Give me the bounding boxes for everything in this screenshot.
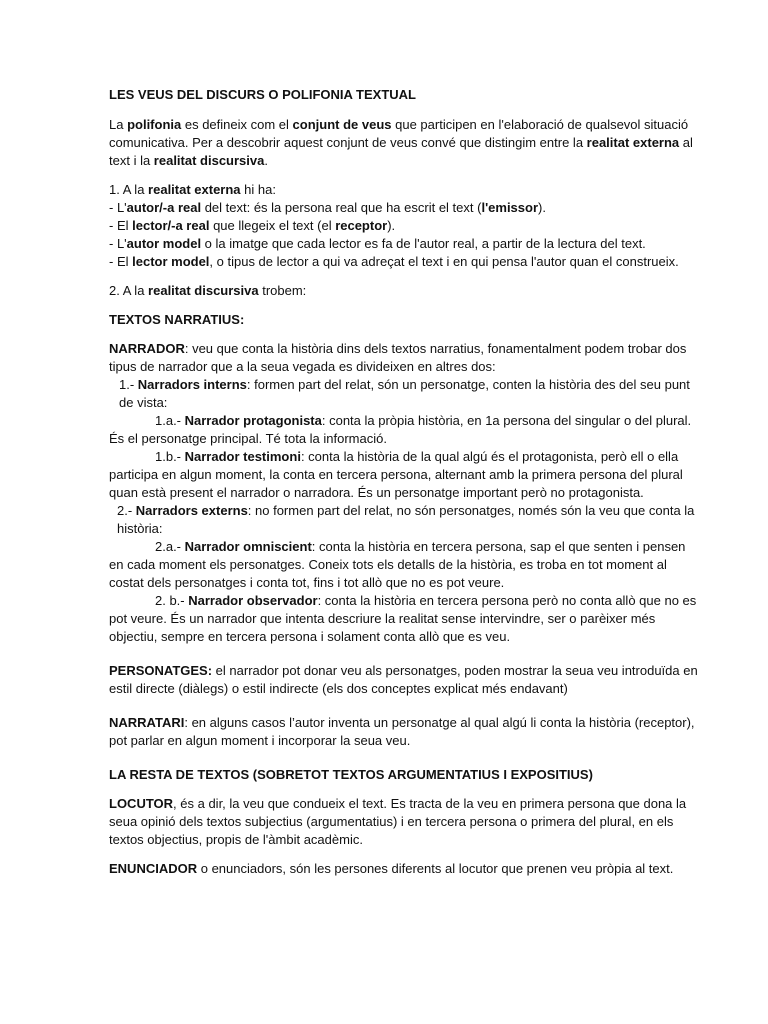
section-heading-textos-narratius: TEXTOS NARRATIUS: xyxy=(109,312,245,327)
text: , o tipus de lector a qui va adreçat el text i en qui pensa l'autor quan el construeix. xyxy=(209,254,679,269)
intro-paragraph xyxy=(109,116,698,170)
text: o la imatge que cada lector es fa de l'autor real, a partir de la lectura del text. xyxy=(201,236,646,251)
section-heading-resta-de-textos: LA RESTA DE TEXTOS (SOBRETOT TEXTOS ARGUMENTATIUS I EXPOSITIUS) xyxy=(109,767,593,782)
text: - El xyxy=(109,218,133,233)
term: LOCUTOR xyxy=(109,796,174,811)
term: PERSONATGES: xyxy=(109,663,213,678)
narrador-protagonista xyxy=(109,412,698,448)
text: 2.- xyxy=(117,503,136,518)
term: Narradors interns xyxy=(137,377,247,392)
term-realitat-discursiva: realitat discursiva xyxy=(153,153,265,168)
term: l'emissor xyxy=(481,200,539,215)
term: ENUNCIADOR xyxy=(109,861,198,876)
text: del text: és la persona real que ha escrit el text ( xyxy=(201,200,482,215)
term: Narradors externs xyxy=(135,503,248,518)
text: , és a dir, la veu que condueix el text. Es tracta de la veu en primera persona que dona la seua opinió dels textos subjectius (argumentatius) i en tercera persona o primera del plural, en els textos objectius, propis de l'àmbit acadèmic. xyxy=(109,796,687,847)
text: 1. A la xyxy=(109,182,149,197)
text: al text i la xyxy=(109,135,693,168)
text: 1.- xyxy=(119,377,138,392)
external-reality-heading xyxy=(109,181,698,199)
term: NARRATARI xyxy=(109,715,185,730)
text: que llegeix el text (el xyxy=(209,218,336,233)
term: autor model xyxy=(126,236,202,251)
document-title: LES VEUS DEL DISCURS O POLIFONIA TEXTUAL xyxy=(109,87,416,102)
term-realitat-externa: realitat externa xyxy=(586,135,680,150)
text: : veu que conta la història dins dels textos narratius, fonamentalment podem trobar dos tipus de narrador que a la seua vegada es divideixen en altres dos: xyxy=(109,341,687,374)
narrador-definition xyxy=(109,340,698,376)
text: hi ha: xyxy=(240,182,276,197)
term: NARRADOR xyxy=(109,341,185,356)
text: - El xyxy=(109,254,133,269)
personatges-paragraph xyxy=(109,662,698,698)
term: Narrador omniscient xyxy=(184,539,312,554)
text: que participen en l'elaboració de qualsevol situació comunicativa. Per a descobrir aquest conjunt de veus convé que distingim entre la xyxy=(109,117,689,150)
term: Narrador observador xyxy=(188,593,318,608)
text: ). xyxy=(387,218,396,233)
text: 1.b.- xyxy=(155,449,185,464)
text: 2. b.- xyxy=(155,593,189,608)
term: realitat discursiva xyxy=(148,283,259,298)
term: lector/-a real xyxy=(132,218,210,233)
text: el narrador pot donar veu als personatges, poden mostrar la seua veu introduïda en estil directe (diàlegs) o estil indirecte (els dos conceptes explicat més endavant) xyxy=(109,663,698,696)
list-item-lector-model xyxy=(109,253,698,271)
narrador-observador xyxy=(109,592,698,646)
narrador-omniscient xyxy=(109,538,698,592)
term: Narrador protagonista xyxy=(184,413,322,428)
term: receptor xyxy=(335,218,388,233)
narrador-testimoni xyxy=(109,448,698,502)
text: - L' xyxy=(109,236,127,251)
text: : conta la història de la qual algú és el protagonista, però ell o ella participa en algun moment, la conta en tercera persona, alternant amb la primera persona del plural quan està present el narrador o narradora. És un personatge important però no protagonista. xyxy=(109,449,683,500)
list-item-autor-model xyxy=(109,235,698,253)
narrador-section xyxy=(109,340,698,646)
text: : conta la pròpia història, en 1a persona del singular o del plural. És el personatge principal. Té tota la informació. xyxy=(109,413,692,446)
locutor-paragraph xyxy=(109,795,698,849)
text: - L' xyxy=(109,200,127,215)
text: . xyxy=(264,153,268,168)
text: trobem: xyxy=(258,283,307,298)
term: lector model xyxy=(132,254,210,269)
text: : en alguns casos l’autor inventa un personatge al qual algú li conta la història (receptor), pot parlar en algun moment i incorporar la seua veu. xyxy=(109,715,695,748)
enunciador-paragraph xyxy=(109,860,698,878)
list-item-lector-real xyxy=(109,217,698,235)
text: : conta la història en tercera persona però no conta allò que no es pot veure. És un narrador que intenta descriure la realitat sense intervindre, ser o parèixer més objectiu, sempre en tercera persona i solament conta allò que es veu. xyxy=(109,593,697,644)
term-conjunt-de-veus: conjunt de veus xyxy=(292,117,392,132)
term: autor/-a real xyxy=(126,200,202,215)
text: ). xyxy=(538,200,546,215)
narradors-interns xyxy=(109,376,698,412)
term-polifonia: polifonia xyxy=(127,117,182,132)
discursive-reality-heading xyxy=(109,282,698,300)
list-item-autor-real xyxy=(109,199,698,217)
term: Narrador testimoni xyxy=(184,449,301,464)
text: o enunciadors, són les persones diferents al locutor que prenen veu pròpia al text. xyxy=(197,861,674,876)
text: : conta la història en tercera persona, sap el que senten i pensen en cada moment els personatges. Coneix tots els detalls de la història, es troba en tot moment al costat dels personatges i conta tot, fins i tot allò que no es pot veure. xyxy=(109,539,686,590)
text: 1.a.- xyxy=(155,413,185,428)
text: 2. A la xyxy=(109,283,149,298)
text: La xyxy=(109,117,128,132)
text: 2.a.- xyxy=(155,539,185,554)
text: es defineix com el xyxy=(181,117,293,132)
text: : no formen part del relat, no són personatges, només són la veu que conta la història: xyxy=(117,503,695,536)
narradors-externs xyxy=(109,502,698,538)
narratari-paragraph xyxy=(109,714,698,750)
text: : formen part del relat, són un personatge, conten la història des del seu punt de vista: xyxy=(119,377,690,410)
term: realitat externa xyxy=(148,182,241,197)
external-reality-section xyxy=(109,181,698,271)
